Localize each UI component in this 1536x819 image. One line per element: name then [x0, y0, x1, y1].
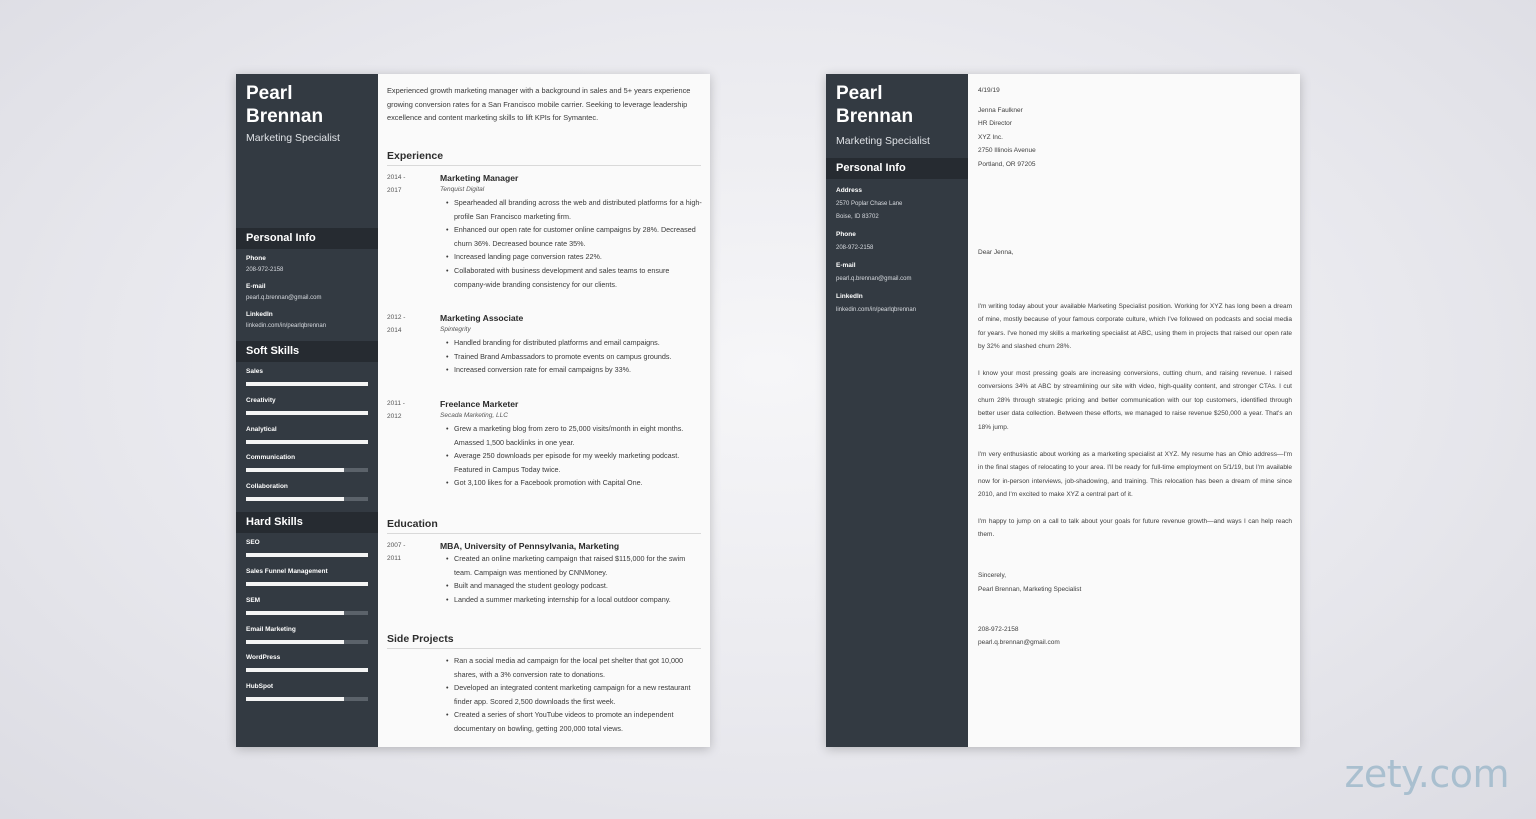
soft-skill-name: Creativity	[246, 397, 276, 404]
job-bullets	[440, 336, 702, 377]
job-bullet: • Increased conversion rate for email campaigns by 33%.	[447, 363, 702, 377]
letter-signature: Pearl Brennan, Marketing Specialist	[978, 586, 1082, 593]
side-project-bullet: • Created a series of short YouTube videos to promote an independent documentary on bowling, getting 200,000 total views.	[447, 708, 702, 735]
soft-skill-bar	[246, 411, 368, 415]
letter-sidebar	[826, 74, 968, 747]
hard-skill-bar	[246, 668, 368, 672]
letter-address-line: 2570 Poplar Chase Lane	[836, 201, 903, 207]
resume-role: Marketing Specialist	[246, 132, 340, 144]
side-project-bullet: • Ran a social media ad campaign for the local pet shelter that got 10,000 shares, with a 3% conversion rate to donations.	[447, 654, 702, 681]
side-projects-heading: Side Projects	[387, 633, 701, 649]
education-title: MBA, University of Pennsylvania, Marketing	[440, 541, 620, 551]
hard-skill-bar-fill	[246, 611, 344, 615]
letter-linkedin-value: linkedin.com/in/pearlqbrennan	[836, 307, 917, 313]
resume-linkedin-label: LinkedIn	[246, 311, 273, 318]
education-bullet: • Landed a summer marketing internship for a local outdoor company.	[447, 593, 702, 607]
resume-personal-info-heading: Personal Info	[236, 228, 378, 249]
letter-closing: Sincerely,	[978, 572, 1007, 579]
job-bullet: • Trained Brand Ambassadors to promote events on campus grounds.	[447, 350, 702, 364]
zety-watermark-logo: zety.com	[1344, 752, 1509, 796]
job-title: Freelance Marketer	[440, 399, 519, 409]
letter-personal-info-heading: Personal Info	[826, 158, 968, 179]
soft-skill-name: Communication	[246, 454, 296, 461]
job-date-start: 2012 -	[387, 314, 406, 321]
hard-skill-name: WordPress	[246, 654, 281, 661]
job-date-end: 2012	[387, 412, 402, 420]
job-bullet: • Enhanced our open rate for customer online campaigns by 28%. Decreased churn 36%. Decreased bounce rate 35%.	[447, 223, 702, 250]
job-bullet: • Increased landing page conversion rates 22%.	[447, 250, 702, 264]
job-date-start: 2011 -	[387, 400, 405, 407]
letter-contact-email: pearl.q.brennan@gmail.com	[978, 639, 1060, 647]
hard-skill-name: SEM	[246, 597, 261, 604]
letter-paragraph: I know your most pressing goals are increasing conversions, cutting churn, and raising revenue. I raised conversions 34% at ABC by streamlining our site with video, high-quality content, and stronger CTAs. I cut churn 28% through strategic pricing and better communication with our top customers, identified through better user data collection. Between these efforts, we managed to raise revenue $250,000 a year. That's an 18% jump.	[978, 370, 1292, 431]
letter-linkedin-label: LinkedIn	[836, 293, 863, 300]
soft-skill-bar-fill	[246, 411, 368, 415]
hard-skill-bar-fill	[246, 668, 368, 672]
job-dates	[387, 312, 427, 337]
job-bullet: • Grew a marketing blog from zero to 25,000 visits/month in eight months. Amassed 1,500 backlinks in one year.	[447, 422, 702, 449]
job-date-end: 2014	[387, 326, 402, 334]
education-date-start: 2007 -	[387, 542, 406, 549]
education-date-end: 2011	[387, 554, 401, 562]
hard-skill-bar	[246, 553, 368, 557]
education-bullet: • Built and managed the student geology podcast.	[447, 579, 702, 593]
job-bullet: • Average 250 downloads per episode for my weekly marketing podcast. Featured in Campus Today twice.	[447, 449, 702, 476]
resume-email-label: E-mail	[246, 283, 266, 290]
soft-skill-bar-fill	[246, 497, 344, 501]
experience-heading: Experience	[387, 150, 701, 166]
soft-skill-name: Sales	[246, 368, 263, 375]
letter-paragraph: I'm happy to jump on a call to talk about your goals for future revenue growth—and ways I can help reach them.	[978, 518, 1292, 539]
soft-skill-name: Analytical	[246, 426, 277, 433]
job-company: Secada Marketing, LLC	[440, 412, 508, 419]
letter-email-value: pearl.q.brennan@gmail.com	[836, 276, 912, 282]
letter-phone-label: Phone	[836, 231, 856, 238]
letter-contact	[978, 623, 1292, 650]
job-bullets	[440, 196, 702, 291]
hard-skill-bar	[246, 611, 368, 615]
job-bullet: • Collaborated with business development and sales teams to ensure company-wide branding consistency for our clients.	[447, 264, 702, 291]
job-title: Marketing Associate	[440, 313, 524, 323]
resume-soft-skills-heading: Soft Skills	[236, 341, 378, 362]
hard-skill-name: Email Marketing	[246, 626, 296, 633]
letter-paragraph: I'm very enthusiastic about working as a marketing specialist at XYZ. My resume has an Ohio address—I'm in the final stages of relocating to your area. I'll be ready for full-time employment on 5/1/19, but I'm available now for in-person interviews, job-shadowing, and training. This relocation has been a dream of mine since 2010, and I'm excited to make XYZ a central part of it.	[978, 451, 1292, 499]
letter-email-label: E-mail	[836, 262, 856, 269]
recipient-line: Portland, OR 97205	[978, 160, 1036, 168]
resume-main	[378, 74, 710, 747]
hard-skill-bar	[246, 697, 368, 701]
resume-linkedin-value: linkedin.com/in/pearlqbrennan	[246, 323, 327, 329]
recipient-line: HR Director	[978, 120, 1012, 128]
job-bullet: • Spearheaded all branding across the web and distributed platforms for a high-profile San Francisco marketing firm.	[447, 196, 702, 223]
letter-name: Pearl Brennan	[836, 83, 914, 127]
resume-summary: Experienced growth marketing manager with a background in sales and 5+ years experience growing conversion rates for a San Francisco mobile carrier. Seeking to leverage leadership excellence and content marketing skills to lift KPIs for Symantec.	[387, 86, 691, 123]
hard-skill-bar-fill	[246, 553, 368, 557]
hard-skill-name: SEO	[246, 539, 260, 546]
hard-skill-bar	[246, 582, 368, 586]
soft-skill-bar-fill	[246, 440, 368, 444]
job-bullet: • Handled branding for distributed platforms and email campaigns.	[447, 336, 702, 350]
job-company: Spintegrity	[440, 326, 471, 333]
soft-skill-bar	[246, 468, 368, 472]
resume-email-value: pearl.q.brennan@gmail.com	[246, 295, 322, 301]
soft-skill-bar	[246, 497, 368, 501]
education-heading: Education	[387, 518, 701, 534]
letter-phone-value: 208-972-2158	[836, 245, 874, 251]
hard-skill-bar-fill	[246, 640, 344, 644]
letter-date: 4/19/19	[978, 87, 1000, 94]
letter-address-label: Address	[836, 187, 863, 194]
hard-skill-name: Sales Funnel Management	[246, 568, 328, 575]
job-bullets	[440, 422, 702, 490]
job-title: Marketing Manager	[440, 173, 519, 183]
letter-greeting: Dear Jenna,	[978, 249, 1014, 256]
resume-phone-value: 208-972-2158	[246, 267, 284, 273]
job-date-start: 2014 -	[387, 174, 406, 181]
hard-skill-bar-fill	[246, 582, 368, 586]
recipient-line: XYZ Inc.	[978, 133, 1003, 141]
soft-skill-bar	[246, 440, 368, 444]
hard-skill-bar-fill	[246, 697, 344, 701]
education-bullets	[440, 552, 702, 606]
job-date-end: 2017	[387, 186, 402, 194]
resume-hard-skills-heading: Hard Skills	[236, 512, 378, 533]
letter-role: Marketing Specialist	[836, 135, 930, 147]
job-bullet: • Got 3,100 likes for a Facebook promotion with Capital One.	[447, 476, 702, 490]
side-project-bullet: • Developed an integrated content marketing campaign for a new restaurant finder app. Scored 2,500 downloads the first week.	[447, 681, 702, 708]
side-project-bullets	[440, 654, 702, 736]
hard-skill-bar	[246, 640, 368, 644]
cover-letter-page	[826, 74, 1300, 747]
job-dates	[387, 172, 427, 197]
job-dates	[387, 398, 427, 423]
resume-phone-label: Phone	[246, 255, 266, 262]
resume-page	[236, 74, 710, 747]
resume-sidebar	[236, 74, 378, 747]
recipient-line: Jenna Faulkner	[978, 107, 1023, 114]
education-dates	[387, 540, 427, 565]
soft-skill-bar-fill	[246, 382, 368, 386]
resume-name: Pearl Brennan	[246, 83, 324, 127]
hard-skill-name: HubSpot	[246, 683, 274, 690]
job-company: Tenquist Digital	[440, 186, 485, 193]
recipient-line: 2750 Illinois Avenue	[978, 147, 1036, 155]
soft-skill-bar	[246, 382, 368, 386]
letter-recipient	[978, 104, 1292, 171]
education-bullet: • Created an online marketing campaign that raised $115,000 for the swim team. Campaign was mentioned by CNNMoney.	[447, 552, 702, 579]
letter-address-line: Boise, ID 83702	[836, 214, 879, 220]
letter-contact-phone: 208-972-2158	[978, 626, 1019, 633]
soft-skill-bar-fill	[246, 468, 344, 472]
letter-paragraph: I'm writing today about your available Marketing Specialist position. Working for XYZ has long been a dream of mine, mostly because of your famous corporate culture, which I've followed on podcasts and social media for years. I've honed my skills a marketing specialist at ABC, using them in projects that raised our open rate by 32% and slashed churn 28%.	[978, 303, 1292, 351]
soft-skill-name: Collaboration	[246, 483, 288, 490]
